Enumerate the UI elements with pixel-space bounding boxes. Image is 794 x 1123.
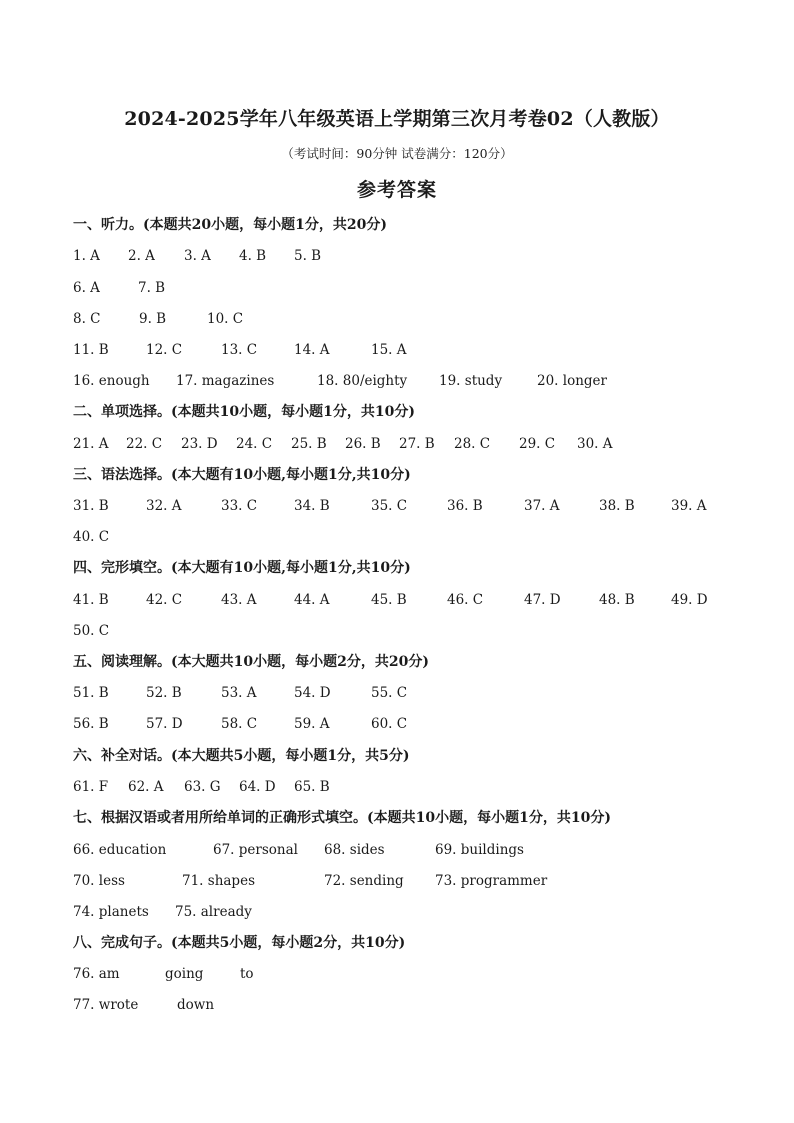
answer-item: 65. B (294, 779, 330, 795)
answer-item: 71. shapes (182, 873, 255, 889)
answer-item: 26. B (345, 436, 381, 452)
answer-item: 1. A (73, 248, 100, 264)
answer-key-heading: 参考答案 (356, 179, 437, 201)
answer-row (73, 994, 753, 1016)
answer-item: 50. C (73, 623, 110, 639)
answer-item: 51. B (73, 685, 109, 701)
answer-item: 44. A (294, 592, 330, 608)
answer-row (73, 901, 753, 923)
answer-item: 28. C (454, 436, 491, 452)
answer-row (73, 495, 753, 517)
answer-item: 48. B (599, 592, 635, 608)
answer-row (73, 620, 753, 642)
answer-item: 27. B (399, 436, 435, 452)
answer-item: 34. B (294, 498, 330, 514)
answer-item: 53. A (221, 685, 257, 701)
answer-item: 41. B (73, 592, 109, 608)
answer-row (73, 589, 753, 611)
answer-item: 62. A (128, 779, 164, 795)
answer-item: 14. A (294, 342, 330, 358)
answer-item: 37. A (524, 498, 560, 514)
answer-row (73, 870, 753, 892)
exam-info: （考试时间：90分钟 试卷满分：120分） (281, 146, 513, 161)
answer-row (73, 776, 753, 798)
answer-item: 15. A (371, 342, 407, 358)
answer-item: 64. D (239, 779, 276, 795)
answer-item: 18. 80/eighty (317, 373, 408, 389)
answer-row (73, 277, 753, 299)
answer-item: 49. D (671, 592, 708, 608)
section-heading: 三、语法选择。(本大题有10小题,每小题1分,共10分) (73, 467, 411, 483)
answer-item: to (240, 966, 254, 982)
answer-item: 24. C (236, 436, 273, 452)
answer-item: 2. A (128, 248, 155, 264)
answer-item: 59. A (294, 716, 330, 732)
section-heading: 五、阅读理解。(本大题共10小题，每小题2分，共20分) (73, 654, 429, 670)
answer-item: 39. A (671, 498, 707, 514)
section-heading: 八、完成句子。(本题共5小题，每小题2分，共10分) (73, 935, 406, 951)
answer-row (73, 963, 753, 985)
answer-item: 25. B (291, 436, 327, 452)
answer-item: 4. B (239, 248, 267, 264)
answer-item: 43. A (221, 592, 257, 608)
answer-item: 40. C (73, 529, 110, 545)
answer-item: 76. am (73, 966, 120, 982)
answer-row (73, 682, 753, 704)
answer-item: 52. B (146, 685, 182, 701)
answer-item: 35. C (371, 498, 408, 514)
answer-row (73, 433, 753, 455)
answer-row (73, 370, 753, 392)
answer-item: 55. C (371, 685, 408, 701)
section-heading: 一、听力。(本题共20小题，每小题1分，共20分) (73, 217, 387, 233)
answer-row (73, 339, 753, 361)
answer-item: 7. B (138, 280, 166, 296)
answer-row (73, 839, 753, 861)
answer-item: 45. B (371, 592, 407, 608)
answer-item: 57. D (146, 716, 183, 732)
section-heading: 六、补全对话。(本大题共5小题，每小题1分，共5分) (73, 748, 410, 764)
answer-row (73, 308, 753, 330)
answer-item: 47. D (524, 592, 561, 608)
answer-item: 38. B (599, 498, 635, 514)
answer-item: 3. A (184, 248, 211, 264)
answer-item: 31. B (73, 498, 109, 514)
answer-item: 73. programmer (435, 873, 548, 889)
answer-item: 54. D (294, 685, 331, 701)
answer-item: 68. sides (324, 842, 385, 858)
answer-item: 23. D (181, 436, 218, 452)
answer-item: 6. A (73, 280, 100, 296)
answer-item: 61. F (73, 779, 109, 795)
section-heading: 四、完形填空。(本大题有10小题,每小题1分,共10分) (73, 560, 411, 576)
answer-item: 77. wrote (73, 997, 139, 1013)
answer-item: 12. C (146, 342, 183, 358)
answer-item: 22. C (126, 436, 163, 452)
answer-item: 11. B (73, 342, 109, 358)
section-heading: 二、单项选择。(本题共10小题，每小题1分，共10分) (73, 404, 415, 420)
answer-item: 60. C (371, 716, 408, 732)
answer-item: 9. B (139, 311, 167, 327)
answer-item: 29. C (519, 436, 556, 452)
answer-item: 32. A (146, 498, 182, 514)
answer-item: 19. study (439, 373, 503, 389)
answer-item: 17. magazines (176, 373, 275, 389)
answer-item: 72. sending (324, 873, 404, 889)
answer-item: 13. C (221, 342, 258, 358)
answer-row (73, 713, 753, 735)
answer-item: 20. longer (537, 373, 607, 389)
answer-item: 67. personal (213, 842, 298, 858)
answer-item: 5. B (294, 248, 322, 264)
answer-item: 21. A (73, 436, 109, 452)
answer-item: 58. C (221, 716, 258, 732)
answer-item: 33. C (221, 498, 258, 514)
answer-item: 36. B (447, 498, 483, 514)
section-heading: 七、根据汉语或者用所给单词的正确形式填空。(本题共10小题，每小题1分，共10分) (73, 810, 611, 826)
answer-item: 10. C (207, 311, 244, 327)
document-title: 2024-2025学年八年级英语上学期第三次月考卷02（人教版） (124, 108, 670, 130)
answer-row (73, 526, 753, 548)
answer-item: 42. C (146, 592, 183, 608)
answer-item: 69. buildings (435, 842, 524, 858)
answer-item: 30. A (577, 436, 613, 452)
answer-item: down (177, 997, 215, 1013)
answer-item: 63. G (184, 779, 221, 795)
answer-item: 46. C (447, 592, 484, 608)
answer-item: 75. already (175, 904, 252, 920)
answer-item: 66. education (73, 842, 167, 858)
answer-item: 56. B (73, 716, 109, 732)
answer-item: going (165, 966, 204, 982)
answer-item: 70. less (73, 873, 125, 889)
answer-item: 74. planets (73, 904, 149, 920)
answer-item: 8. C (73, 311, 101, 327)
answer-item: 16. enough (73, 373, 150, 389)
answer-row (73, 245, 753, 267)
